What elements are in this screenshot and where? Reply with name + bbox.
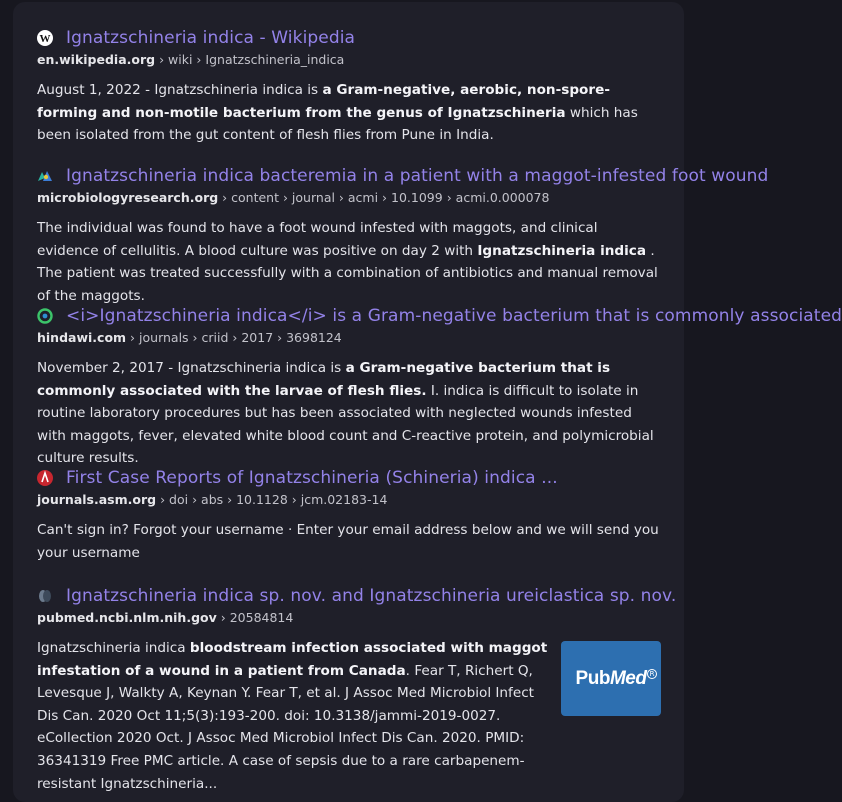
- registered-mark: R: [647, 669, 657, 679]
- result-snippet: [37, 519, 661, 564]
- search-result: [37, 26, 661, 147]
- result-domain: pubmed.ncbi.nlm.nih.gov: [37, 610, 217, 625]
- snippet-text: . Fear T, Richert Q, Levesque J, Walkty A, Keynan Y. Fear T, et al. J Assoc Med Microbiol Infect Dis Can. 2020 Oct 11;5(3):193-200. doi: 10.3138/jammi-2019-0027. eCollection 2020 Oct. J Assoc Med Microbiol Infect Dis Can. 2020. PMID: 36341319 Free PMC article. A case of sepsis due to a rare carbapenem-resistant Ignatzschineria...: [37, 662, 534, 792]
- result-path: › doi › abs › 10.1128 › jcm.02183-14: [156, 492, 388, 507]
- result-domain: en.wikipedia.org: [37, 52, 156, 67]
- result-title-link[interactable]: Ignatzschineria indica bacteremia in a patient with a maggot-infested foot wound: [66, 166, 769, 186]
- snippet-text: . The patient was treated successfully with a combination of antibiotics and manual removal of the maggots.: [37, 242, 658, 304]
- result-path: › wiki › Ignatzschineria_indica: [155, 52, 345, 67]
- snippet-text: Can't sign in? Forgot your username · Enter your email address below and we will send you your username: [37, 522, 659, 561]
- search-result: [37, 304, 842, 470]
- snippet-text: which has been isolated from the gut content of flesh flies from Pune in India.: [37, 104, 638, 144]
- result-path: › 20584814: [216, 610, 294, 625]
- result-title-link[interactable]: <i>Ignatzschineria indica</i> is a Gram-negative bacterium that is commonly associated: [66, 306, 842, 326]
- result-domain: journals.asm.org: [37, 492, 157, 507]
- snippet-text: August 1, 2022 - Ignatzschineria indica is: [37, 82, 323, 98]
- snippet-highlight: Ignatzschineria indica: [477, 242, 647, 259]
- search-result: [37, 164, 769, 307]
- pubmed-thumbnail[interactable]: [561, 641, 661, 716]
- snippet-text: The individual was found to have a foot wound infested with maggots, and clinical evidence of cellulitis. A blood culture was positive on day 2 with: [37, 220, 598, 259]
- search-result: [37, 466, 661, 564]
- asm-journals-icon: [37, 470, 53, 486]
- pubmed-logo-med: Med: [609, 667, 647, 689]
- svg-text:W: W: [39, 33, 51, 45]
- result-snippet: [37, 357, 661, 470]
- pubmed-logo-pub: Pub: [575, 667, 610, 689]
- result-url[interactable]: [37, 52, 661, 67]
- snippet-highlight: a Gram-negative bacterium that is commonly associated with the larvae of flesh flies.: [37, 360, 611, 399]
- result-path: › content › journal › acmi › 10.1099 › acmi.0.000078: [218, 190, 550, 205]
- search-result: [37, 584, 677, 795]
- result-url[interactable]: [37, 610, 661, 625]
- snippet-text: November 2, 2017 - Ignatzschineria indica is: [37, 360, 346, 376]
- result-snippet: [37, 79, 661, 147]
- microbiology-society-icon: [37, 168, 53, 184]
- ncbi-icon: [37, 588, 53, 604]
- result-snippet: [37, 217, 661, 307]
- result-url[interactable]: [37, 492, 661, 507]
- result-domain: hindawi.com: [37, 330, 127, 345]
- result-title-link[interactable]: Ignatzschineria indica sp. nov. and Ignatzschineria ureiclastica sp. nov.: [66, 586, 677, 606]
- result-url[interactable]: [37, 330, 661, 345]
- result-domain: microbiologyresearch.org: [37, 190, 219, 205]
- wikipedia-w-icon: [37, 30, 53, 46]
- snippet-text: Ignatzschineria indica: [37, 640, 190, 656]
- result-title-link[interactable]: First Case Reports of Ignatzschineria (Schineria) indica ...: [66, 468, 558, 488]
- result-snippet: [37, 637, 549, 795]
- snippet-highlight: a Gram-negative, aerobic, non-spore-forming and non-motile bacterium from the genus of Ignatzschineria: [37, 82, 610, 121]
- snippet-text: I. indica is difficult to isolate in routine laboratory procedures but has been associated with neglected wounds infested with maggots, fever, elevated white blood count and C-reactive protein, and polymicrobial culture results.: [37, 382, 654, 467]
- hindawi-icon: [37, 308, 53, 324]
- result-path: › journals › criid › 2017 › 3698124: [126, 330, 342, 345]
- result-title-link[interactable]: Ignatzschineria indica - Wikipedia: [66, 28, 356, 48]
- result-url[interactable]: [37, 190, 661, 205]
- snippet-highlight: bloodstream infection associated with maggot infestation of a wound in a patient from Canada: [37, 640, 548, 679]
